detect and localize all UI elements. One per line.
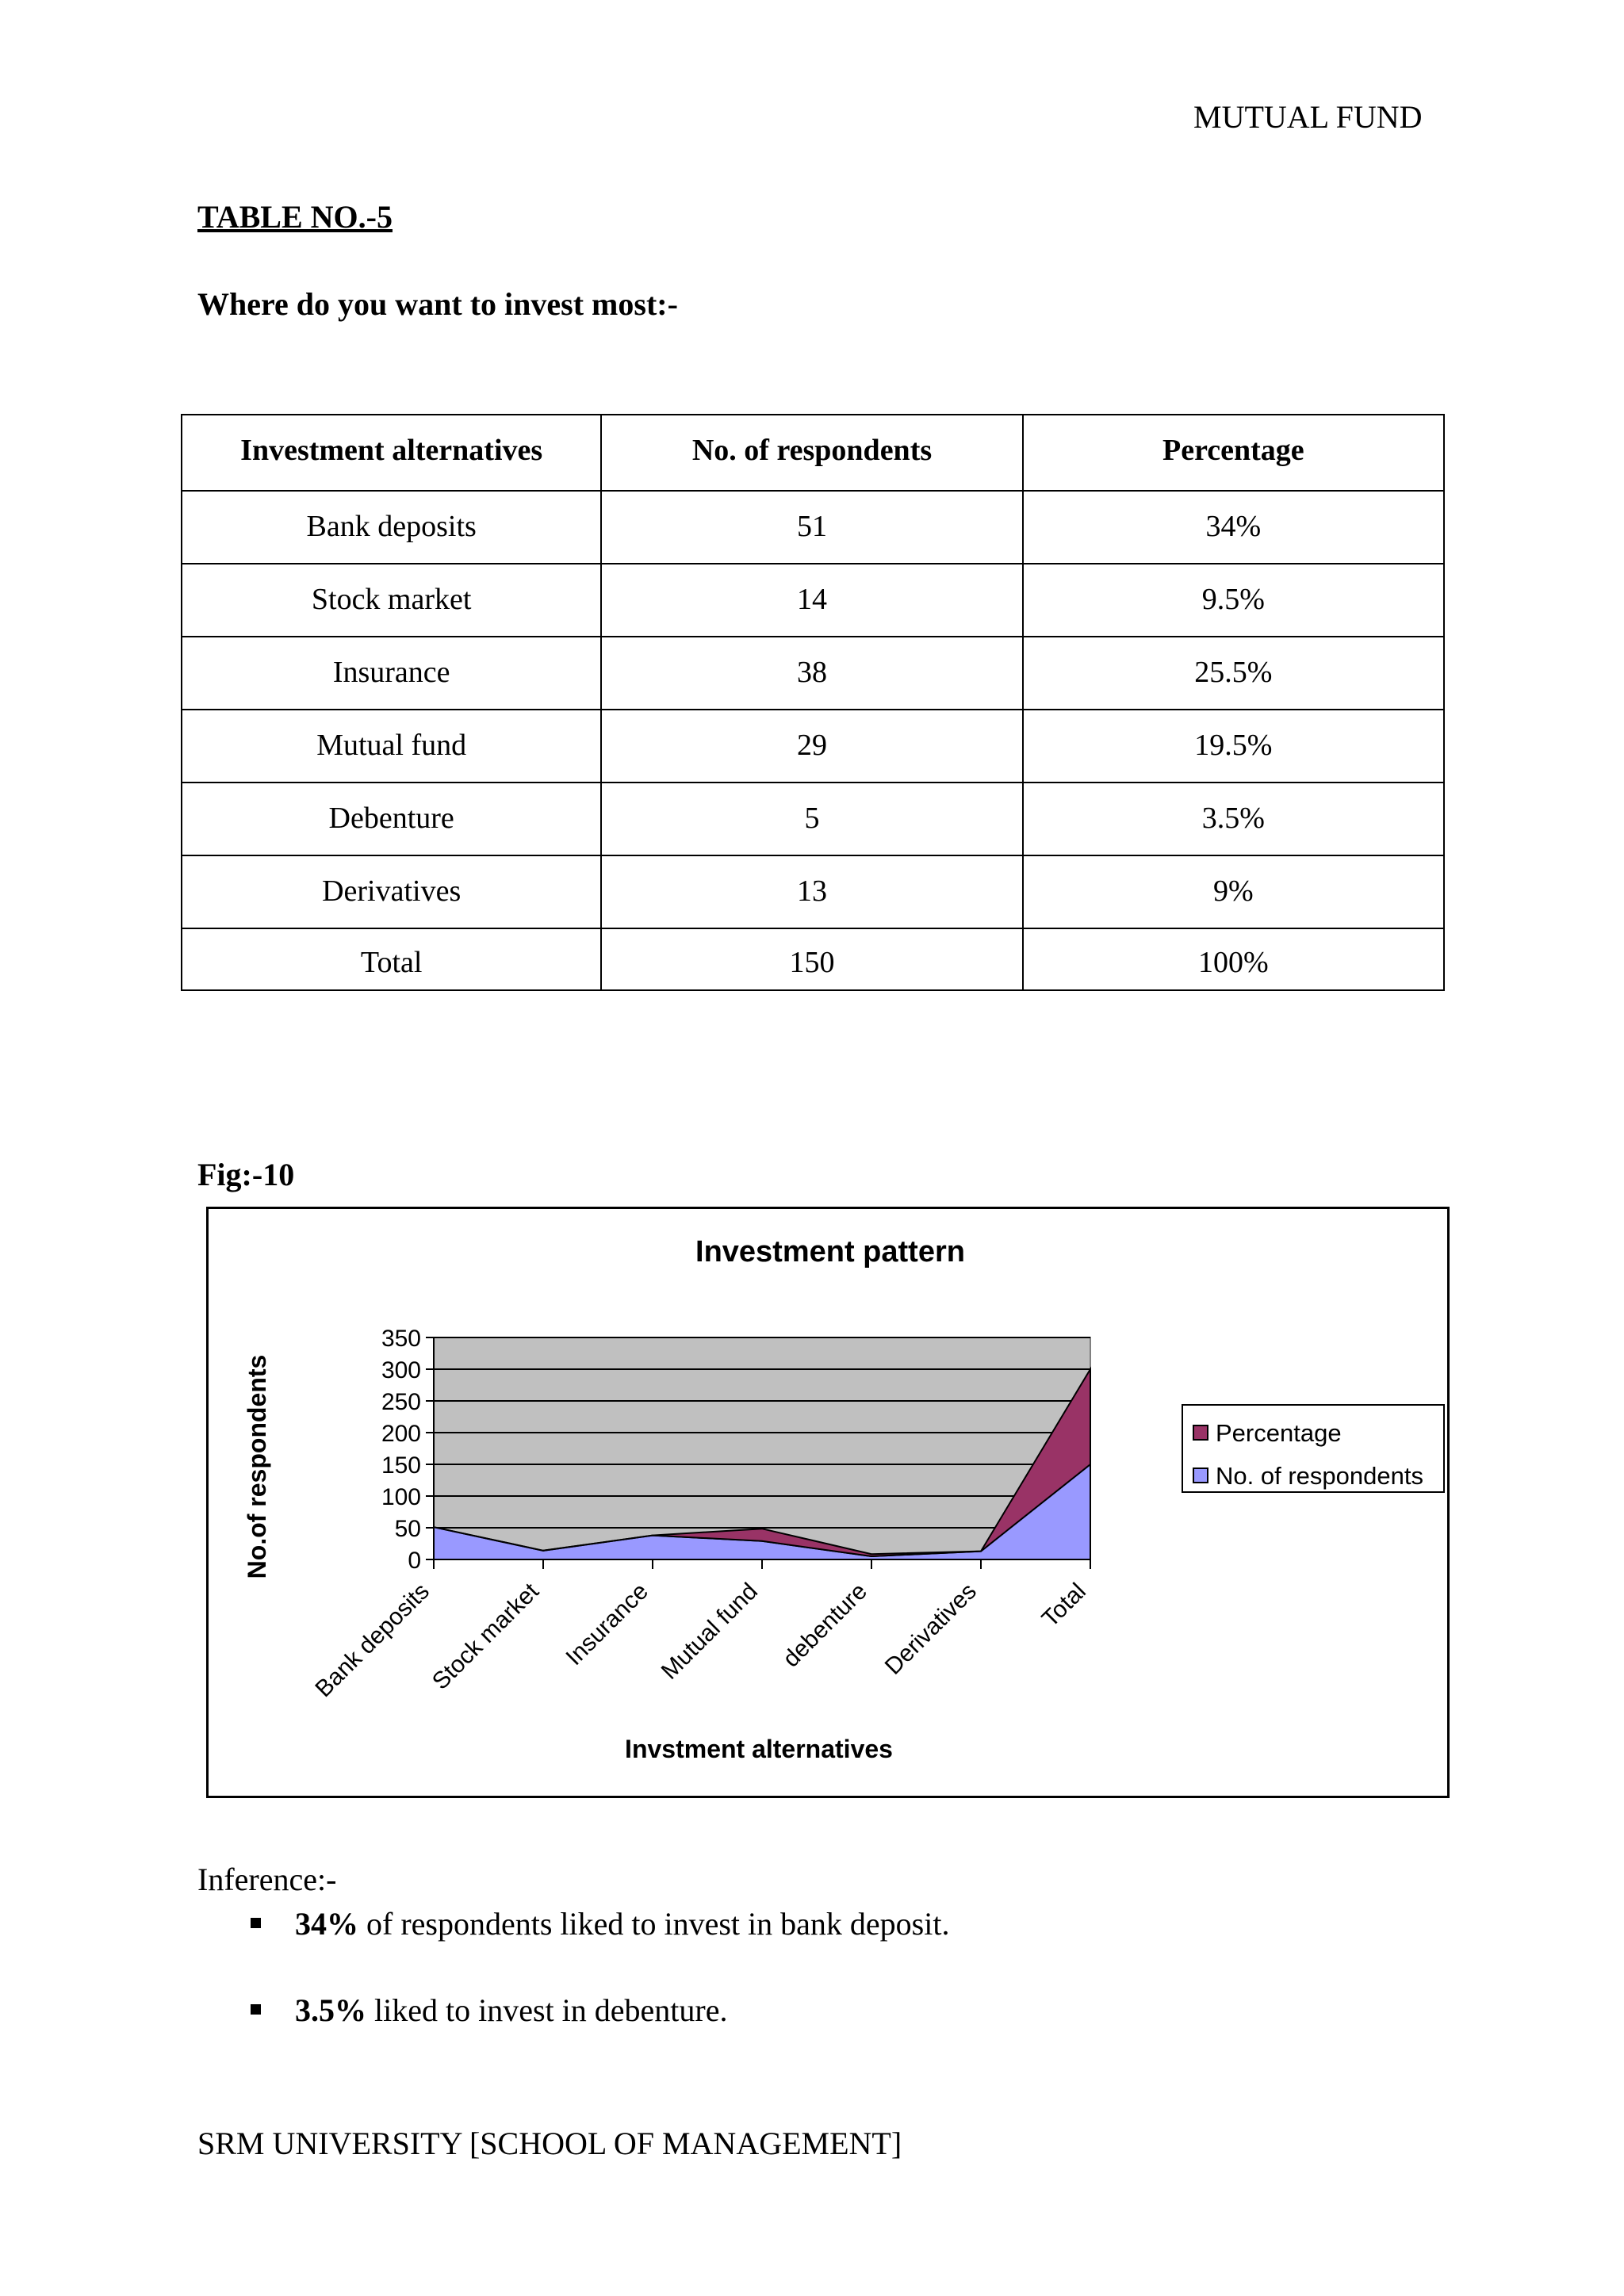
table-row <box>182 855 1444 928</box>
table-cell: 150 <box>601 928 1022 990</box>
inference-item-rest: of respondents liked to invest in bank deposit. <box>358 1906 950 1942</box>
table-row <box>182 710 1444 783</box>
investment-pattern-chart <box>209 1209 1452 1800</box>
legend-label: No. of respondents <box>1216 1462 1423 1490</box>
x-axis-label: Invstment alternatives <box>625 1735 893 1763</box>
inference-item <box>251 1905 1281 1945</box>
table-cell: Stock market <box>182 564 601 637</box>
table-number-heading: TABLE NO.-5 <box>197 199 393 235</box>
bullet-square-icon <box>251 1918 261 1928</box>
chart-legend <box>1182 1405 1444 1492</box>
table-cell: Derivatives <box>182 855 601 928</box>
y-tick-label: 200 <box>381 1421 421 1447</box>
table-row <box>182 637 1444 710</box>
chart-title: Investment pattern <box>695 1235 965 1269</box>
table-cell: 100% <box>1023 928 1444 990</box>
table-cell: Insurance <box>182 637 601 710</box>
inference-bold-value: 34% <box>295 1906 358 1942</box>
table-cell: 25.5% <box>1023 637 1444 710</box>
plot-background <box>434 1337 1090 1559</box>
y-tick-label: 100 <box>381 1484 421 1510</box>
table-cell: 9.5% <box>1023 564 1444 637</box>
x-tick-label: Mutual fund <box>656 1578 763 1685</box>
x-tick-label: Stock market <box>427 1578 544 1695</box>
investment-table <box>181 414 1445 991</box>
table-cell: Bank deposits <box>182 491 601 564</box>
legend-swatch <box>1193 1468 1208 1483</box>
table-cell: 29 <box>601 710 1022 783</box>
plot-area <box>310 1326 1091 1702</box>
column-header: Investment alternatives <box>182 415 601 491</box>
table-cell: Mutual fund <box>182 710 601 783</box>
y-tick-label: 350 <box>381 1326 421 1352</box>
table-cell: Total <box>182 928 601 990</box>
y-tick-label: 250 <box>381 1389 421 1415</box>
x-tick-label: Total <box>1036 1578 1091 1632</box>
chart-frame <box>206 1207 1450 1798</box>
table-header-row <box>182 415 1444 491</box>
table-row <box>182 564 1444 637</box>
table-cell: 3.5% <box>1023 783 1444 855</box>
figure-label: Fig:-10 <box>197 1157 295 1192</box>
table-cell: 34% <box>1023 491 1444 564</box>
column-header: Percentage <box>1023 415 1444 491</box>
inference-item-text <box>295 1905 949 1942</box>
table-cell: 5 <box>601 783 1022 855</box>
legend-label: Percentage <box>1216 1419 1342 1447</box>
table-cell: 9% <box>1023 855 1444 928</box>
table-cell: 38 <box>601 637 1022 710</box>
inference-bold-value: 3.5% <box>295 1992 366 2028</box>
x-tick-label: Derivatives <box>879 1578 982 1680</box>
table-cell: 14 <box>601 564 1022 637</box>
y-axis-label: No.of respondents <box>243 1354 271 1579</box>
table-cell: 13 <box>601 855 1022 928</box>
table-cell: 51 <box>601 491 1022 564</box>
table-cell: 19.5% <box>1023 710 1444 783</box>
question-heading: Where do you want to invest most:- <box>197 286 678 322</box>
inference-item-rest: liked to invest in debenture. <box>366 1992 728 2028</box>
y-tick-label: 50 <box>394 1516 421 1542</box>
inference-heading: Inference:- <box>197 1862 337 1897</box>
x-tick-label: debenture <box>778 1578 872 1673</box>
page-footer: SRM UNIVERSITY [SCHOOL OF MANAGEMENT] <box>197 2126 902 2161</box>
bullet-square-icon <box>251 2004 261 2015</box>
y-tick-label: 0 <box>408 1548 421 1574</box>
y-tick-label: 300 <box>381 1357 421 1383</box>
x-tick-label: Bank deposits <box>310 1578 435 1703</box>
column-header: No. of respondents <box>601 415 1022 491</box>
table-row <box>182 783 1444 855</box>
y-tick-label: 150 <box>381 1452 421 1479</box>
legend-swatch <box>1193 1425 1208 1440</box>
page-header-title: MUTUAL FUND <box>1193 99 1423 135</box>
inference-item <box>251 1992 1281 2031</box>
x-tick-label: Insurance <box>561 1578 653 1671</box>
table-row <box>182 491 1444 564</box>
inference-item-text <box>295 1992 727 2029</box>
table-total-row <box>182 928 1444 990</box>
table-cell: Debenture <box>182 783 601 855</box>
